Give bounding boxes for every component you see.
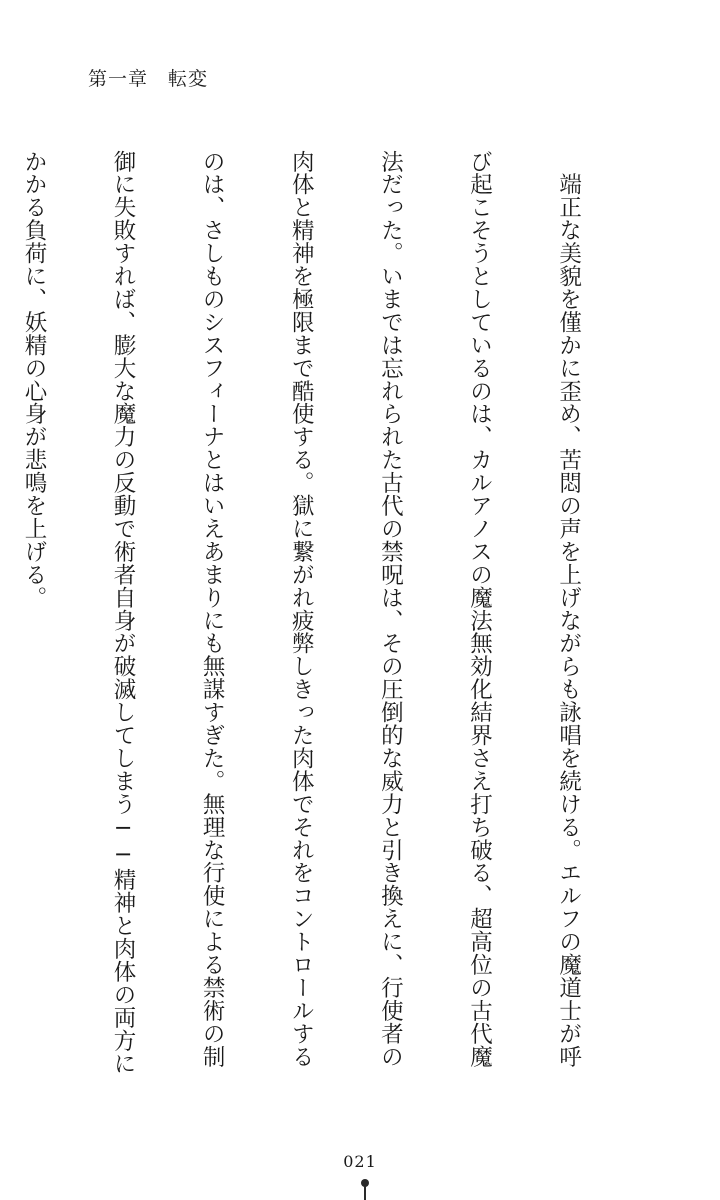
- text-line: 端正な美貌を僅かに歪め、苦悶の声を上げながらも詠唱を続ける。エルフの魔道士が呼: [555, 150, 582, 1068]
- text-line: 御に失敗すれば、膨大な魔力の反動で術者自身が破滅してしまう──精神と肉体の両方に: [110, 150, 137, 1075]
- text-line: 法だった。いまでは忘れられた古代の禁呪は、その圧倒的な威力と引き換えに、行使者の: [377, 150, 404, 1068]
- page-number: 021: [343, 1152, 377, 1171]
- text-line: び起こそうとしているのは、カルアノスの魔法無効化結界さえ打ち破る、超高位の古代魔: [466, 150, 493, 1068]
- body-text: [0, 150, 642, 1075]
- chapter-header: 第一章 転変: [88, 68, 209, 90]
- page-marker-line: [364, 1186, 366, 1200]
- text-line: 肉体と精神を極限まで酷使する。獄に繋がれ疲弊しきった肉体でそれをコントロールする: [288, 150, 315, 1068]
- text-line: のは、さしものシスフィーナとはいえあまりにも無謀すぎた。無理な行使による禁術の制: [199, 150, 226, 1068]
- text-line: かかる負荷に、妖精の心身が悲鳴を上げる。: [20, 150, 47, 609]
